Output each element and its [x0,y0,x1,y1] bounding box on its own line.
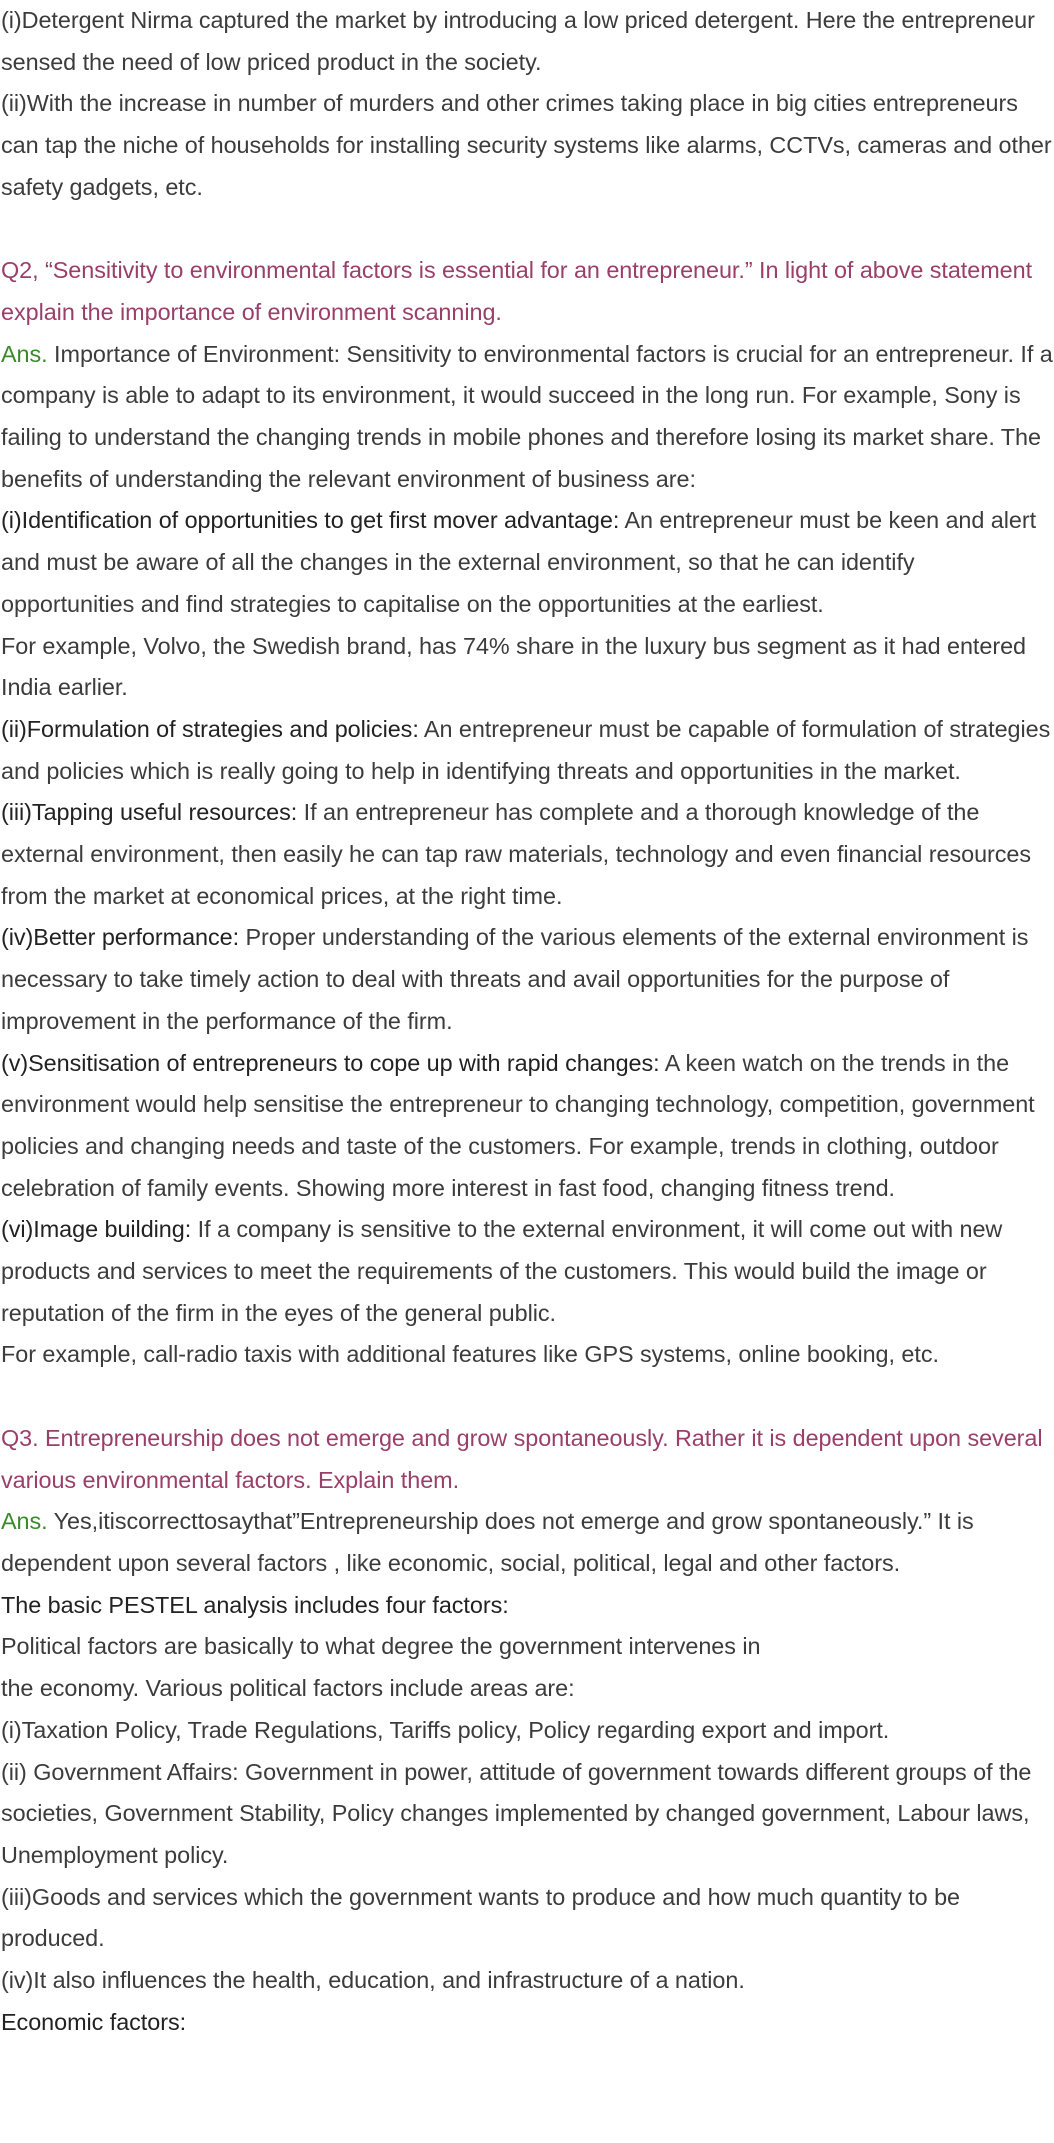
answer-label: Ans. [1,340,48,367]
point-text: If an entrepreneur has complete and a thorough knowledge of the external environment, then easily he can tap raw materials, technology and even financial resources from the market at economical prices, at the right time. [1,799,1032,909]
point-heading: (iv)Better performance: [1,924,240,951]
point-heading: (i)Identification of opportunities to get first mover advantage: [1,507,620,534]
political-item-2: (ii) Government Affairs: Government in power, attitude of government towards different groups of the societies, Government Stability, Policy changes implemented by changed government, Labour laws, Unemployment policy. [1,1758,1032,1868]
point-heading: (vi)Image building: [1,1216,192,1243]
q2-point-6-example: For example, call-radio taxis with additional features like GPS systems, online booking, etc. [1,1341,939,1368]
point-heading: (ii)Formulation of strategies and policies: [1,715,419,742]
q2-point-4 [1,917,1054,1042]
point-heading: (iii)Tapping useful resources: [1,799,298,826]
q2-point-1 [1,500,1054,625]
q3-question: Q3. Entrepreneurship does not emerge and grow spontaneously. Rather it is dependent upon several various environmental factors. Explain them. [1,1424,1043,1493]
q2-point-5 [1,1043,1054,1210]
point-heading: (v)Sensitisation of entrepreneurs to cope up with rapid changes: [1,1049,660,1076]
political-line-2: the economy. Various political factors include areas are: [1,1675,575,1702]
point-text: A keen watch on the trends in the environment would help sensitise the entrepreneur to changing technology, competition, government policies and changing needs and taste of the customers. For example, trends in clothing, outdoor celebration of family events. Showing more interest in fast food, changing fitness trend. [1,1049,1035,1201]
q2-point-6 [1,1209,1054,1334]
point-text: If a company is sensitive to the external environment, it will come out with new products and services to meet the requirements of the customers. This would build the image or reputation of the firm in the eyes of the general public. [1,1216,1003,1326]
q2-point-2 [1,709,1054,792]
political-line-1: Political factors are basically to what degree the government intervenes in [1,1633,761,1660]
spacer [1,209,1054,251]
intro-example-2: (ii)With the increase in number of murders and other crimes taking place in big cities entrepreneurs can tap the niche of households for installing security systems like alarms, CCTVs, cameras and other safety gadgets, etc. [1,90,1052,200]
economic-heading: Economic factors: [1,2008,187,2035]
answer-text: Importance of Environment: Sensitivity to environmental factors is crucial for an entrepreneur. If a company is able to adapt to its environment, it would succeed in the long run. For example, Sony is failing to understand the changing trends in mobile phones and therefore losing its market share. The benefits of understanding the relevant environment of business are: [1,340,1053,492]
political-item-1: (i)Taxation Policy, Trade Regulations, Tariffs policy, Policy regarding export and import. [1,1716,890,1743]
point-text: An entrepreneur must be keen and alert and must be aware of all the changes in the external environment, so that he can identify opportunities and find strategies to capitalise on the opportunities at the earliest. [1,507,1037,617]
answer-text: Yes,itiscorrecttosaythat”Entrepreneurship does not emerge and grow spontaneously.” It is dependent upon several factors , like economic, social, political, legal and other factors. [1,1508,974,1576]
q2-point-3 [1,792,1054,917]
point-text: An entrepreneur must be capable of formulation of strategies and policies which is really going to help in identifying threats and opportunities in the market. [1,715,1051,784]
point-text: Proper understanding of the various elements of the external environment is necessary to take timely action to deal with threats and avail opportunities for the purpose of improvement in the performance of the firm. [1,924,1029,1034]
answer-label: Ans. [1,1508,48,1535]
pestel-heading: The basic PESTEL analysis includes four factors: [1,1591,509,1618]
spacer [1,1376,1054,1418]
political-item-4: (iv)It also influences the health, education, and infrastructure of a nation. [1,1967,745,1994]
q2-point-1-example: For example, Volvo, the Swedish brand, has 74% share in the luxury bus segment as it had entered India earlier. [1,632,1026,701]
q3-answer [1,1501,1054,1584]
q2-question: Q2, “Sensitivity to environmental factors is essential for an entrepreneur.” In light of above statement explain the importance of environment scanning. [1,257,1033,325]
intro-example-1: (i)Detergent Nirma captured the market by introducing a low priced detergent. Here the entrepreneur sensed the need of low priced product in the society. [1,7,1035,75]
q2-answer [1,334,1054,501]
political-item-3: (iii)Goods and services which the government wants to produce and how much quantity to be produced. [1,1883,960,1952]
